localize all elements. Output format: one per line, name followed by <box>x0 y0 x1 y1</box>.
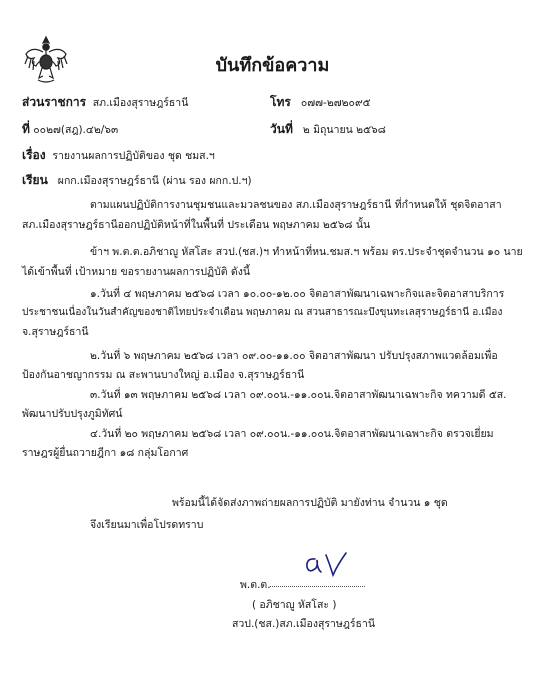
photos-line: พร้อมนี้ได้จัดส่งภาพถ่ายผลการปฏิบัติ มายังท่าน จำนวน ๑ ชุด <box>172 497 448 509</box>
date-label: วันที่ <box>270 122 293 136</box>
item1-line3: จ.สุราษฎร์ธานี <box>22 326 89 338</box>
phone-row <box>270 93 371 112</box>
to-label: เรียน <box>22 173 48 187</box>
signature-name: ( อภิชาญู หัสโสะ ) <box>252 599 337 611</box>
agency-label: ส่วนราชการ <box>22 95 87 109</box>
subject-row <box>22 146 215 165</box>
item4-line2: ราษฎรผู้ยื่นถวายฎีกา ๑๘ กลุ่มโอกาศ <box>22 447 189 459</box>
to-value: ผกก.เมืองสุราษฎร์ธานี (ผ่าน รอง ผกก.ป.ฯ) <box>57 175 252 187</box>
agency-row <box>22 93 188 112</box>
date-row <box>270 120 386 139</box>
item3-line2: พัฒนาปรับปรุงภูมิทัศน์ <box>22 408 123 420</box>
para2-line2: ได้เข้าพื้นที่ เป้าหมาย ขอรายงานผลการปฏิบัติ ดังนี้ <box>22 266 251 278</box>
agency-value: สภ.เมืองสุราษฎร์ธานี <box>92 97 189 109</box>
signature-dotted-line <box>270 574 365 588</box>
item2-line2: ป้องกันอาชญากรรม ณ สะพานบางใหญ่ อ.เมือง จ.สุราษฎร์ธานี <box>22 369 305 381</box>
signature-rank: พ.ต.ต. <box>240 579 271 591</box>
item2-line1: ๒.วันที่ ๖ พฤษภาคม ๒๕๖๘ เวลา ๐๙.๐๐-๑๑.๐๐ จิตอาสาพัฒนา ปรับปรุงสภาพแวดล้อมเพื่อ <box>90 350 498 362</box>
date-value: ๒ มิถุนายน ๒๕๖๘ <box>302 124 386 136</box>
item3-line1: ๓.วันที่ ๑๓ พฤษภาคม ๒๕๖๘ เวลา ๐๙.๐๐น.-๑๑.๐๐น.จิตอาสาพัฒนาเฉพาะกิจ ทความดี ๕ส. <box>90 389 507 401</box>
to-row <box>22 171 252 190</box>
ref-label: ที่ <box>22 122 30 136</box>
ref-row <box>22 120 118 139</box>
item1-line1: ๑.วันที่ ๔ พฤษภาคม ๒๕๖๘ เวลา ๑๐.๐๐-๑๒.๐๐ จิตอาสาพัฒนาเฉพาะกิจและจิตอาสาบริการ <box>90 288 505 300</box>
para1-line2: สภ.เมืองสุราษฎร์ธานีออกปฏิบัติหน้าที่ในพื้นที่ ประเดือน พฤษภาคม ๒๕๖๘ นั้น <box>22 219 371 231</box>
phone-label: โทร <box>270 95 291 109</box>
para2-line1: ข้าฯ พ.ต.ต.อภิชาญู หัสโสะ สวป.(ชส.)ฯ ทำหน้าที่หน.ชมส.ฯ พร้อม ตร.ประจำชุดจำนวน ๑๐ นาย <box>90 246 523 258</box>
signature-position: สวป.(ชส.)สภ.เมืองสุราษฎร์ธานี <box>232 618 376 630</box>
subject-value: รายงานผลการปฏิบัติของ ชุด ชมส.ฯ <box>52 150 215 162</box>
subject-label: เรื่อง <box>22 148 46 162</box>
closing-line: จึงเรียนมาเพื่อโปรดทราบ <box>90 519 204 531</box>
ref-value: ๐๐๒๗(สฎ).๔๒/๖๓ <box>33 124 119 136</box>
para1-line1: ตามแผนปฏิบัติการงานชุมชนและมวลชนของ สภ.เมืองสุราษฎร์ธานี ที่กำหนดให้ ชุดจิตอาสา <box>90 199 502 211</box>
phone-value: ๐๗๗-๒๗๒๐๙๕ <box>300 97 371 109</box>
memo-title: บันทึกข้อความ <box>215 55 330 76</box>
signature-dots <box>270 574 365 587</box>
item1-line2: ประชาชนเนื่องในวันสำคัญของชาติไทยประจำเดือน พฤษภาคม ณ สวนสาธารณะบึงขุนทะเลสุราษฎร์ธานี อ.เมือง <box>22 307 503 318</box>
item4-line1: ๔.วันที่ ๒๐ พฤษภาคม ๒๕๖๘ เวลา ๐๙.๐๐น.-๑๑.๐๐น.จิตอาสาพัฒนาเฉพาะกิจ ตรวจเยี่ยม <box>90 428 494 440</box>
